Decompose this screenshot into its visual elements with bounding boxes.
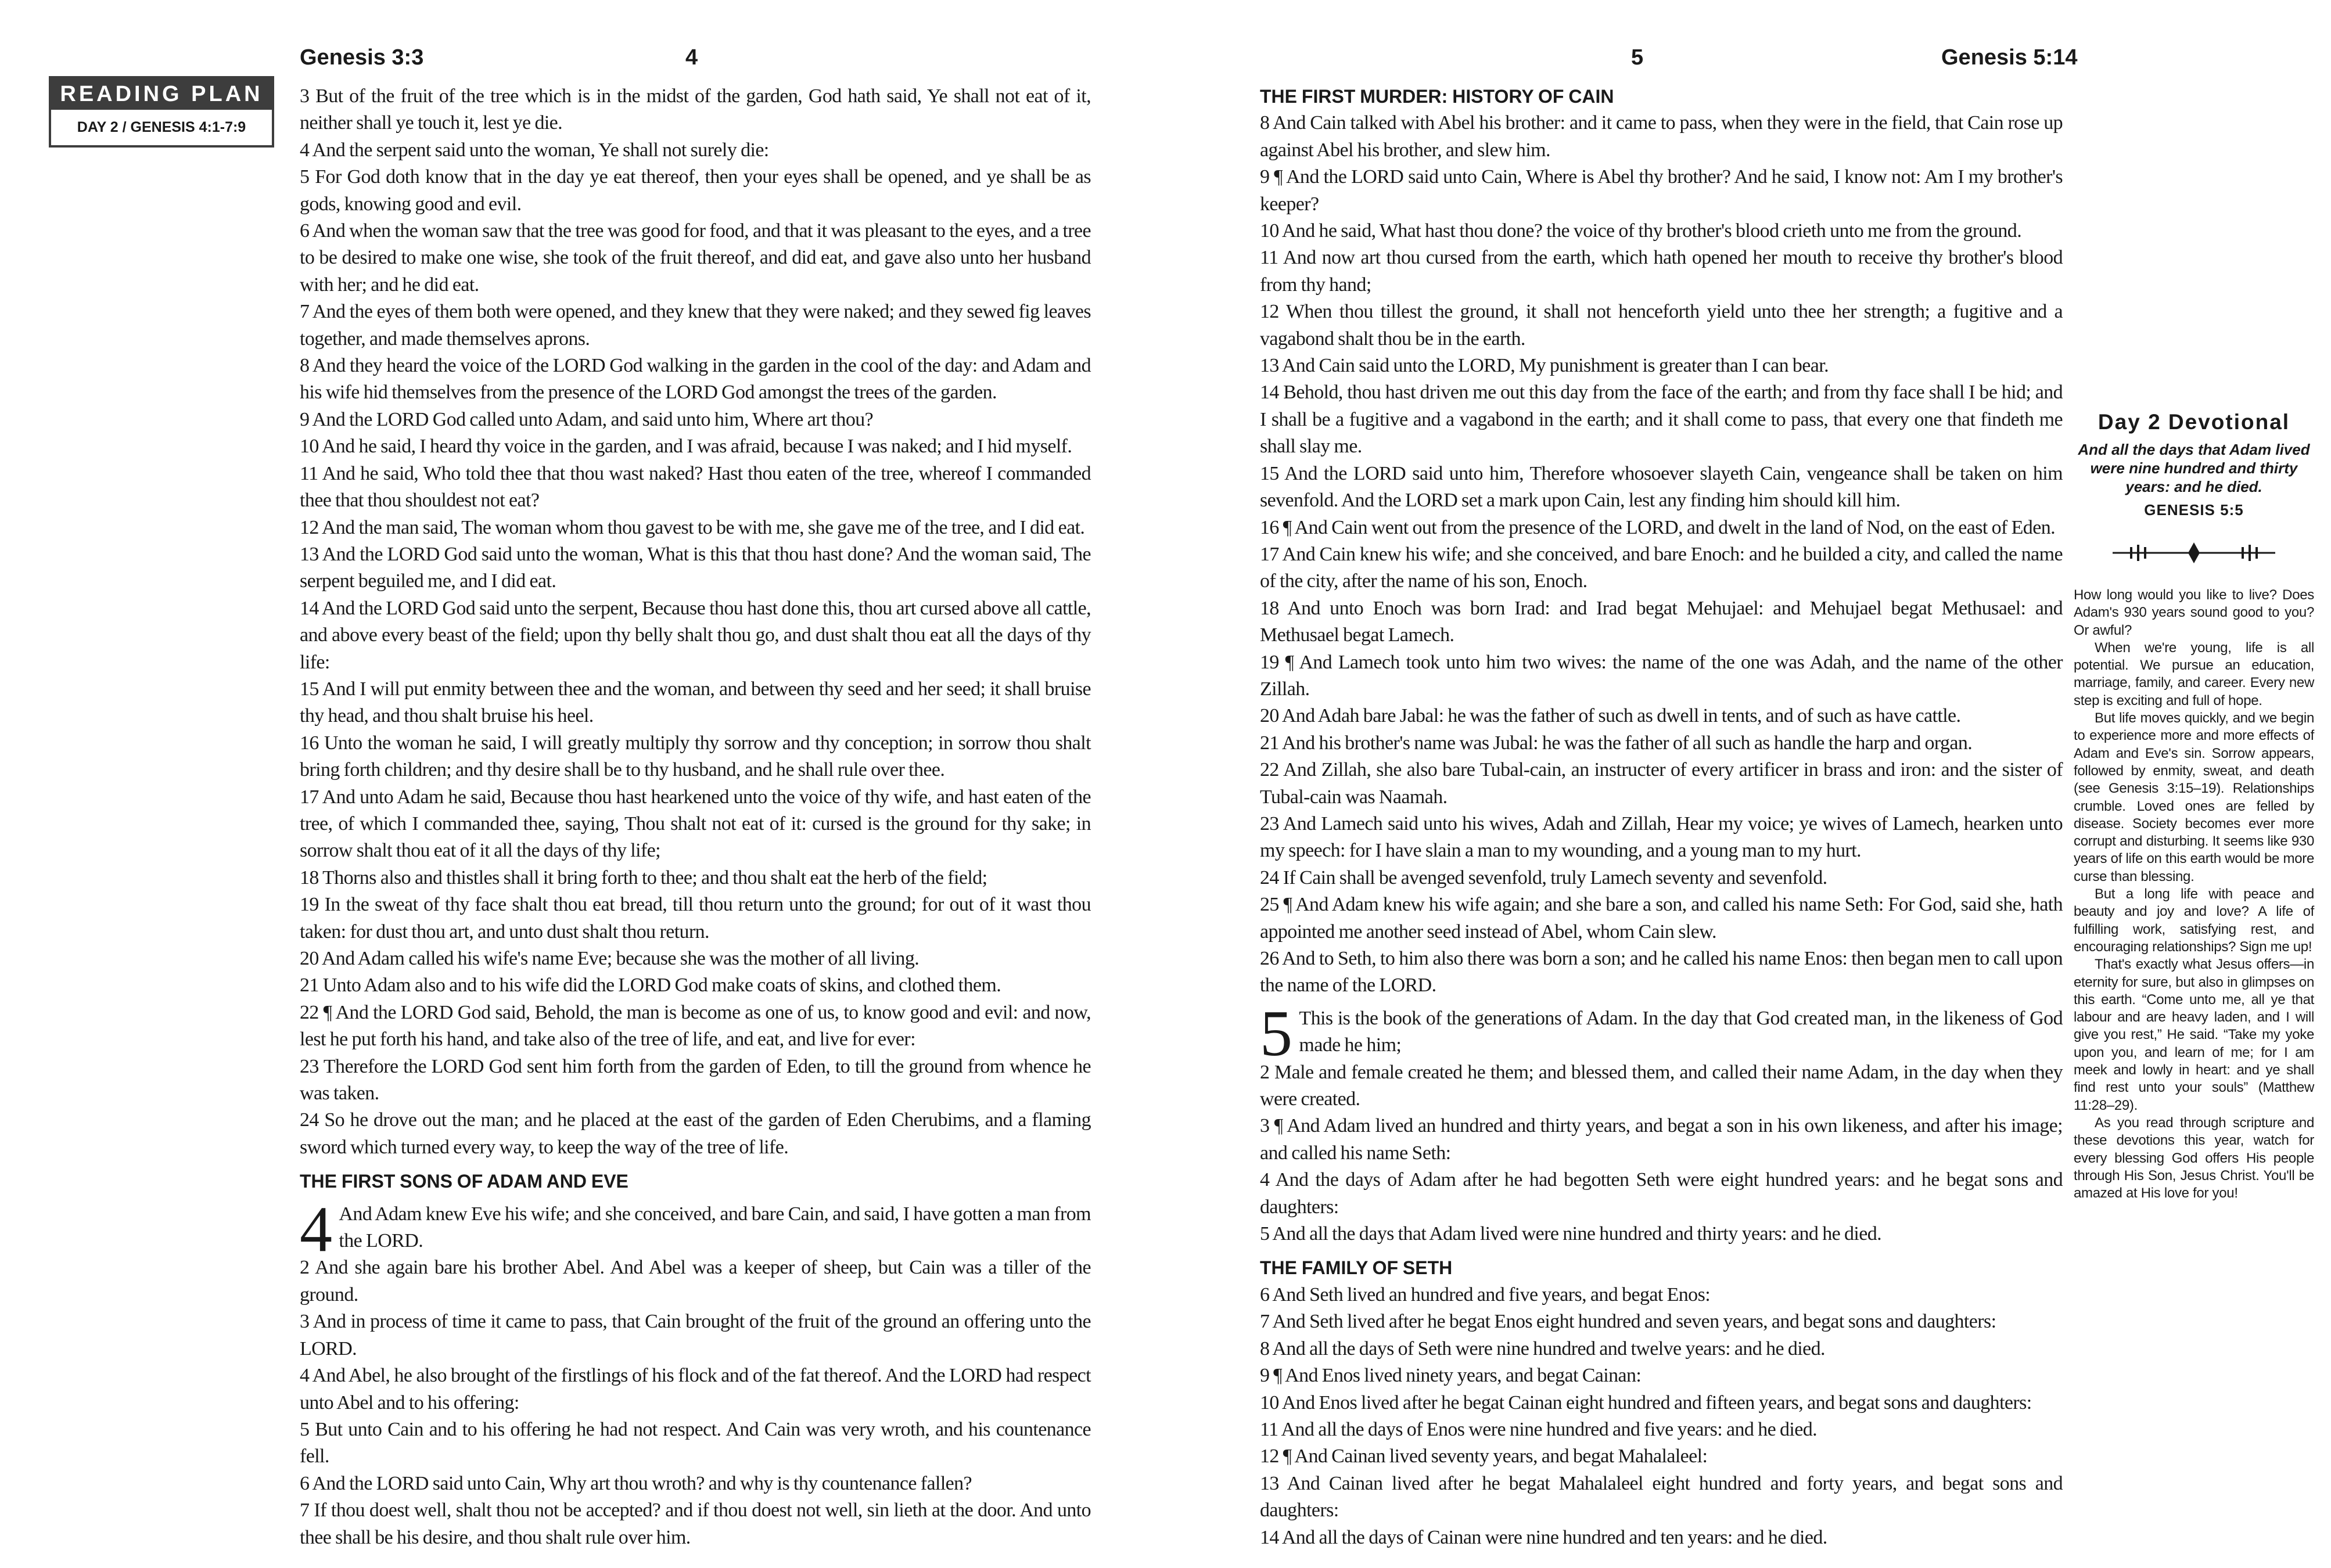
verse: 12 ¶ And Cainan lived seventy years, and begat Mahalaleel:	[1260, 1445, 1708, 1468]
devotional-title: Day 2 Devotional	[2097, 410, 2290, 434]
verse: 8 And Cain talked with Abel his brother: and it came to pass, when they were in the field, that Cain rose up against Abel his brother, and slew him.	[1260, 112, 2063, 161]
chapter-4-verse-1: And Adam knew Eve his wife; and she conceived, and bare Cain, and said, I have gotten a man from the LORD.	[339, 1203, 1091, 1252]
page-number-left: 4	[685, 45, 698, 70]
verse: 23 Therefore the LORD God sent him forth from the garden of Eden, to till the ground from whence he was taken.	[300, 1055, 1091, 1105]
genesis-4-start	[300, 1193, 1091, 1265]
verse: 3 But of the fruit of the tree which is in the midst of the garden, God hath said, Ye shall not eat of it, neither shall ye touch it, lest ye die.	[300, 85, 1091, 134]
reading-plan-box	[49, 76, 274, 148]
verse: 16 Unto the woman he said, I will greatly multiply thy sorrow and thy conception; in sorrow thou shalt bring forth children; and thy desire shall be to thy husband, and he shall rule over thee.	[300, 732, 1091, 781]
ornamental-divider-icon	[2107, 541, 2281, 564]
running-head-right: Genesis 5:14	[1941, 45, 2078, 70]
genesis-5-verses	[1260, 1059, 2063, 1248]
devotional-paragraph: That's exactly what Jesus offers—in eternity for sure, but also in glimpses on this earth. “Come unto me, all ye that labour and are heavy laden, and I will give you rest,” He said. “Take my yoke upon you, and learn of me; for I am meek and lowly in heart: and ye shall find rest unto your souls” (Matthew 11:28–29).	[2074, 956, 2314, 1113]
verse: 22 And Zillah, she also bare Tubal-cain, an instructer of every artificer in brass and iron: and the sister of Tubal-cain was Naamah.	[1260, 759, 2063, 808]
verse: 9 ¶ And the LORD said unto Cain, Where is Abel thy brother? And he said, I know not: Am I my brother's keeper?	[1260, 166, 2063, 215]
genesis-5-seth-verses	[1260, 1282, 2063, 1551]
devotional-reference: GENESIS 5:5	[2144, 501, 2244, 519]
verse: 20 And Adam called his wife's name Eve; because she was the mother of all living.	[300, 948, 920, 969]
verse: 26 And to Seth, to him also there was born a son; and he called his name Enos: then began men to call upon the name of the LORD.	[1260, 948, 2063, 997]
verse: 10 And he said, What hast thou done? the voice of thy brother's blood crieth unto me from the ground.	[1260, 220, 2022, 242]
right-scripture-column	[1260, 83, 2063, 1551]
devotional-paragraph: But life moves quickly, and we begin to experience more and more effects of Adam and Eve's sin. Sorrow appears, followed by enmity, sweat, and death (see Genesis 3:15–19). Relationships crumble. Loved ones are felled by disease. Society becomes ever more corrupt and disturbing. It seems like 930 years of life on this earth would be more curse than blessing.	[2074, 710, 2314, 884]
verse: 17 And unto Adam he said, Because thou hast hearkened unto the voice of thy wife, and hast eaten of the tree, of which I commanded thee, saying, Thou shalt not eat of it: cursed is the ground for thy sake; in sorrow shalt thou eat of it all the days of thy life;	[300, 786, 1091, 862]
verse: 5 And all the days that Adam lived were nine hundred and thirty years: and he died.	[1260, 1223, 1882, 1245]
verse: 3 ¶ And Adam lived an hundred and thirty years, and begat a son in his own likeness, and after his image; and called his name Seth:	[1260, 1115, 2063, 1164]
verse: 4 And the serpent said unto the woman, Ye shall not surely die:	[300, 139, 769, 161]
verse: 7 And Seth lived after he begat Enos eight hundred and seven years, and begat sons and daughters:	[1260, 1311, 1996, 1333]
chapter-5-verse-1: This is the book of the generations of Adam. In the day that God created man, in the likeness of God made he him;	[1299, 1007, 2063, 1056]
verse: 8 And they heard the voice of the LORD God walking in the garden in the cool of the day: and Adam and his wife hid themselves from the presence of the LORD God amongst the trees of the garden.	[300, 355, 1091, 404]
verse: 6 And when the woman saw that the tree was good for food, and that it was pleasant to the eyes, and a tree to be desired to make one wise, she took of the fruit thereof, and did eat, and gave also unto her husband with her; and he did eat.	[300, 220, 1091, 296]
verse: 15 And I will put enmity between thee and the woman, and between thy seed and her seed; it shall bruise thy head, and thou shalt bruise his heel.	[300, 678, 1091, 727]
devotional-paragraph: But a long life with peace and beauty and joy and love? A life of fulfilling work, satisfying rest, and encouraging relationships? Sign me up!	[2074, 886, 2314, 955]
genesis-5-start	[1260, 997, 2063, 1070]
verse: 14 And all the days of Cainan were nine hundred and ten years: and he died.	[1260, 1526, 1827, 1548]
verse: 13 And Cainan lived after he begat Mahalaleel eight hundred and forty years, and begat sons and daughters:	[1260, 1472, 2063, 1522]
verse: 7 If thou doest well, shalt thou not be accepted? and if thou doest not well, sin lieth at the door. And unto thee shall be his desire, and thou shalt rule over him.	[300, 1499, 1091, 1548]
verse: 2 And she again bare his brother Abel. And Abel was a keeper of sheep, but Cain was a tiller of the ground.	[300, 1257, 1091, 1306]
verse: 3 And in process of time it came to pass, that Cain brought of the fruit of the ground an offering unto the LORD.	[300, 1311, 1091, 1360]
devotional-body	[2074, 587, 2314, 1202]
section-heading-first-sons: THE FIRST SONS OF ADAM AND EVE	[300, 1171, 628, 1192]
verse: 14 And the LORD God said unto the serpent, Because thou hast done this, thou art cursed above all cattle, and above every beast of the field; upon thy belly shalt thou go, and dust shalt thou eat all the days of thy life:	[300, 597, 1091, 673]
verse: 18 And unto Enoch was born Irad: and Irad begat Mehujael: and Mehujael begat Methusael: and Methusael begat Lamech.	[1260, 597, 2063, 646]
verse: 12 When thou tillest the ground, it shall not henceforth yield unto thee her strength; a fugitive and a vagabond shalt thou be in the earth.	[1260, 301, 2063, 350]
verse: 17 And Cain knew his wife; and she conceived, and bare Enoch: and he builded a city, and called the name of the city, after the name of his son, Enoch.	[1260, 543, 2063, 592]
verse: 25 ¶ And Adam knew his wife again; and she bare a son, and called his name Seth: For God, said she, hath appointed me another seed instead of Abel, whom Cain slew.	[1260, 894, 2063, 943]
verse: 18 Thorns also and thistles shall it bring forth to thee; and thou shalt eat the herb of the field;	[300, 866, 987, 889]
verse: 11 And all the days of Enos were nine hundred and five years: and he died.	[1260, 1418, 1818, 1440]
section-heading-family-seth: THE FAMILY OF SETH	[1260, 1257, 1453, 1279]
left-scripture-column	[300, 83, 1091, 1551]
verse: 22 ¶ And the LORD God said, Behold, the man is become as one of us, to know good and evil: and now, lest he put forth his hand, and take also of the tree of life, and eat, and live for ever:	[300, 1001, 1091, 1051]
chapter-5-dropcap: 5	[1260, 997, 1292, 1070]
verse: 19 ¶ And Lamech took unto him two wives: the name of the one was Adah, and the name of the other Zillah.	[1260, 651, 2063, 700]
verse: 24 If Cain shall be avenged sevenfold, truly Lamech seventy and sevenfold.	[1260, 866, 1827, 889]
verse: 16 ¶ And Cain went out from the presence of the LORD, and dwelt in the land of Nod, on the east of Eden.	[1260, 516, 2055, 538]
verse: 7 And the eyes of them both were opened, and they knew that they were naked; and they sewed fig leaves together, and made themselves aprons.	[300, 301, 1091, 350]
verse: 20 And Adah bare Jabal: he was the father of such as dwell in tents, and of such as have cattle.	[1260, 705, 1961, 727]
verse: 4 And the days of Adam after he had begotten Seth were eight hundred years: and he begat sons and daughters:	[1260, 1169, 2063, 1218]
verse: 5 For God doth know that in the day ye eat thereof, then your eyes shall be opened, and ye shall be as gods, knowing good and evil.	[300, 166, 1091, 215]
devotional-sidebar	[2074, 407, 2314, 1202]
verse: 21 And his brother's name was Jubal: he was the father of all such as handle the harp and organ.	[1260, 732, 1973, 754]
verse: 24 So he drove out the man; and he placed at the east of the garden of Eden Cherubims, and a flaming sword which turned every way, to keep the way of the tree of life.	[300, 1109, 1091, 1158]
verse: 2 Male and female created he them; and blessed them, and called their name Adam, in the day when they were created.	[1260, 1061, 2063, 1110]
devotional-paragraph: When we're young, life is all potential. We pursue an education, marriage, family, and career. Every new step is exciting and full of hope.	[2074, 639, 2314, 709]
reading-plan-title: READING PLAN	[51, 78, 272, 110]
verse: 14 Behold, thou hast driven me out this day from the face of the earth; and from thy face shall I be hid; and I shall be a fugitive and a vagabond in the earth; and it shall come to pass, that every one that findeth me shall slay me.	[1260, 382, 2063, 458]
genesis-4-verses	[300, 1254, 1091, 1551]
verse: 4 And Abel, he also brought of the firstlings of his flock and of the fat thereof. And the LORD had respect unto Abel and to his offering:	[300, 1365, 1091, 1414]
verse: 5 But unto Cain and to his offering he had not respect. And Cain was very wroth, and his countenance fell.	[300, 1418, 1091, 1468]
devotional-paragraph: How long would you like to live? Does Adam's 930 years sound good to you? Or awful?	[2074, 587, 2314, 638]
page-number-right: 5	[1631, 45, 1644, 70]
section-heading-first-murder: THE FIRST MURDER: HISTORY OF CAIN	[1260, 86, 1614, 107]
left-page	[0, 0, 1165, 1568]
running-head-left: Genesis 3:3	[300, 45, 424, 70]
verse: 10 And Enos lived after he begat Cainan eight hundred and fifteen years, and begat sons and daughters:	[1260, 1391, 2032, 1414]
verse: 6 And Seth lived an hundred and five years, and begat Enos:	[1260, 1283, 1711, 1306]
verse: 8 And all the days of Seth were nine hundred and twelve years: and he died.	[1260, 1337, 1825, 1360]
verse: 23 And Lamech said unto his wives, Adah and Zillah, Hear my voice; ye wives of Lamech, hearken unto my speech: for I have slain a man to my wounding, and a young man to my hurt.	[1260, 812, 2063, 862]
genesis-4-verses-cont	[1260, 110, 2063, 999]
genesis-3-verses	[300, 83, 1091, 1161]
verse: 12 And the man said, The woman whom thou gavest to be with me, she gave me of the tree, and I did eat.	[300, 516, 1085, 538]
reading-plan-subtitle: DAY 2 / GENESIS 4:1-7:9	[77, 119, 246, 135]
verse: 15 And the LORD said unto him, Therefore whosoever slayeth Cain, vengeance shall be taken on him sevenfold. And the LORD set a mark upon Cain, lest any finding him should kill him.	[1260, 462, 2063, 512]
right-page	[1165, 0, 2331, 1568]
verse: 11 And he said, Who told thee that thou wast naked? Hast thou eaten of the tree, whereof I commanded thee that thou shouldest not eat?	[300, 462, 1091, 512]
verse: 21 Unto Adam also and to his wife did the LORD God make coats of skins, and clothed them.	[300, 974, 1001, 997]
verse: 6 And the LORD said unto Cain, Why art thou wroth? and why is thy countenance fallen?	[300, 1472, 972, 1494]
chapter-4-dropcap: 4	[300, 1193, 332, 1265]
verse: 9 And the LORD God called unto Adam, and said unto him, Where art thou?	[300, 408, 874, 430]
devotional-quote: And all the days that Adam lived were nine hundred and thirty years: and he died.	[2078, 441, 2310, 495]
verse: 19 In the sweat of thy face shalt thou eat bread, till thou return unto the ground; for out of it wast thou taken: for dust thou art, and unto dust shalt thou return.	[300, 894, 1091, 943]
verse: 13 And the LORD God said unto the woman, What is this that thou hast done? And the woman said, The serpent beguiled me, and I did eat.	[300, 543, 1091, 592]
devotional-paragraph: As you read through scripture and these devotions this year, watch for every blessing God offers His people through His Son, Jesus Christ. You'll be amazed at His love for you!	[2074, 1114, 2314, 1202]
verse: 13 And Cain said unto the LORD, My punishment is greater than I can bear.	[1260, 355, 1829, 377]
verse: 9 ¶ And Enos lived ninety years, and begat Cainan:	[1260, 1365, 1642, 1387]
verse: 10 And he said, I heard thy voice in the garden, and I was afraid, because I was naked; and I hid myself.	[300, 436, 1072, 458]
verse: 11 And now art thou cursed from the earth, which hath opened her mouth to receive thy brother's blood from thy hand;	[1260, 247, 2063, 296]
